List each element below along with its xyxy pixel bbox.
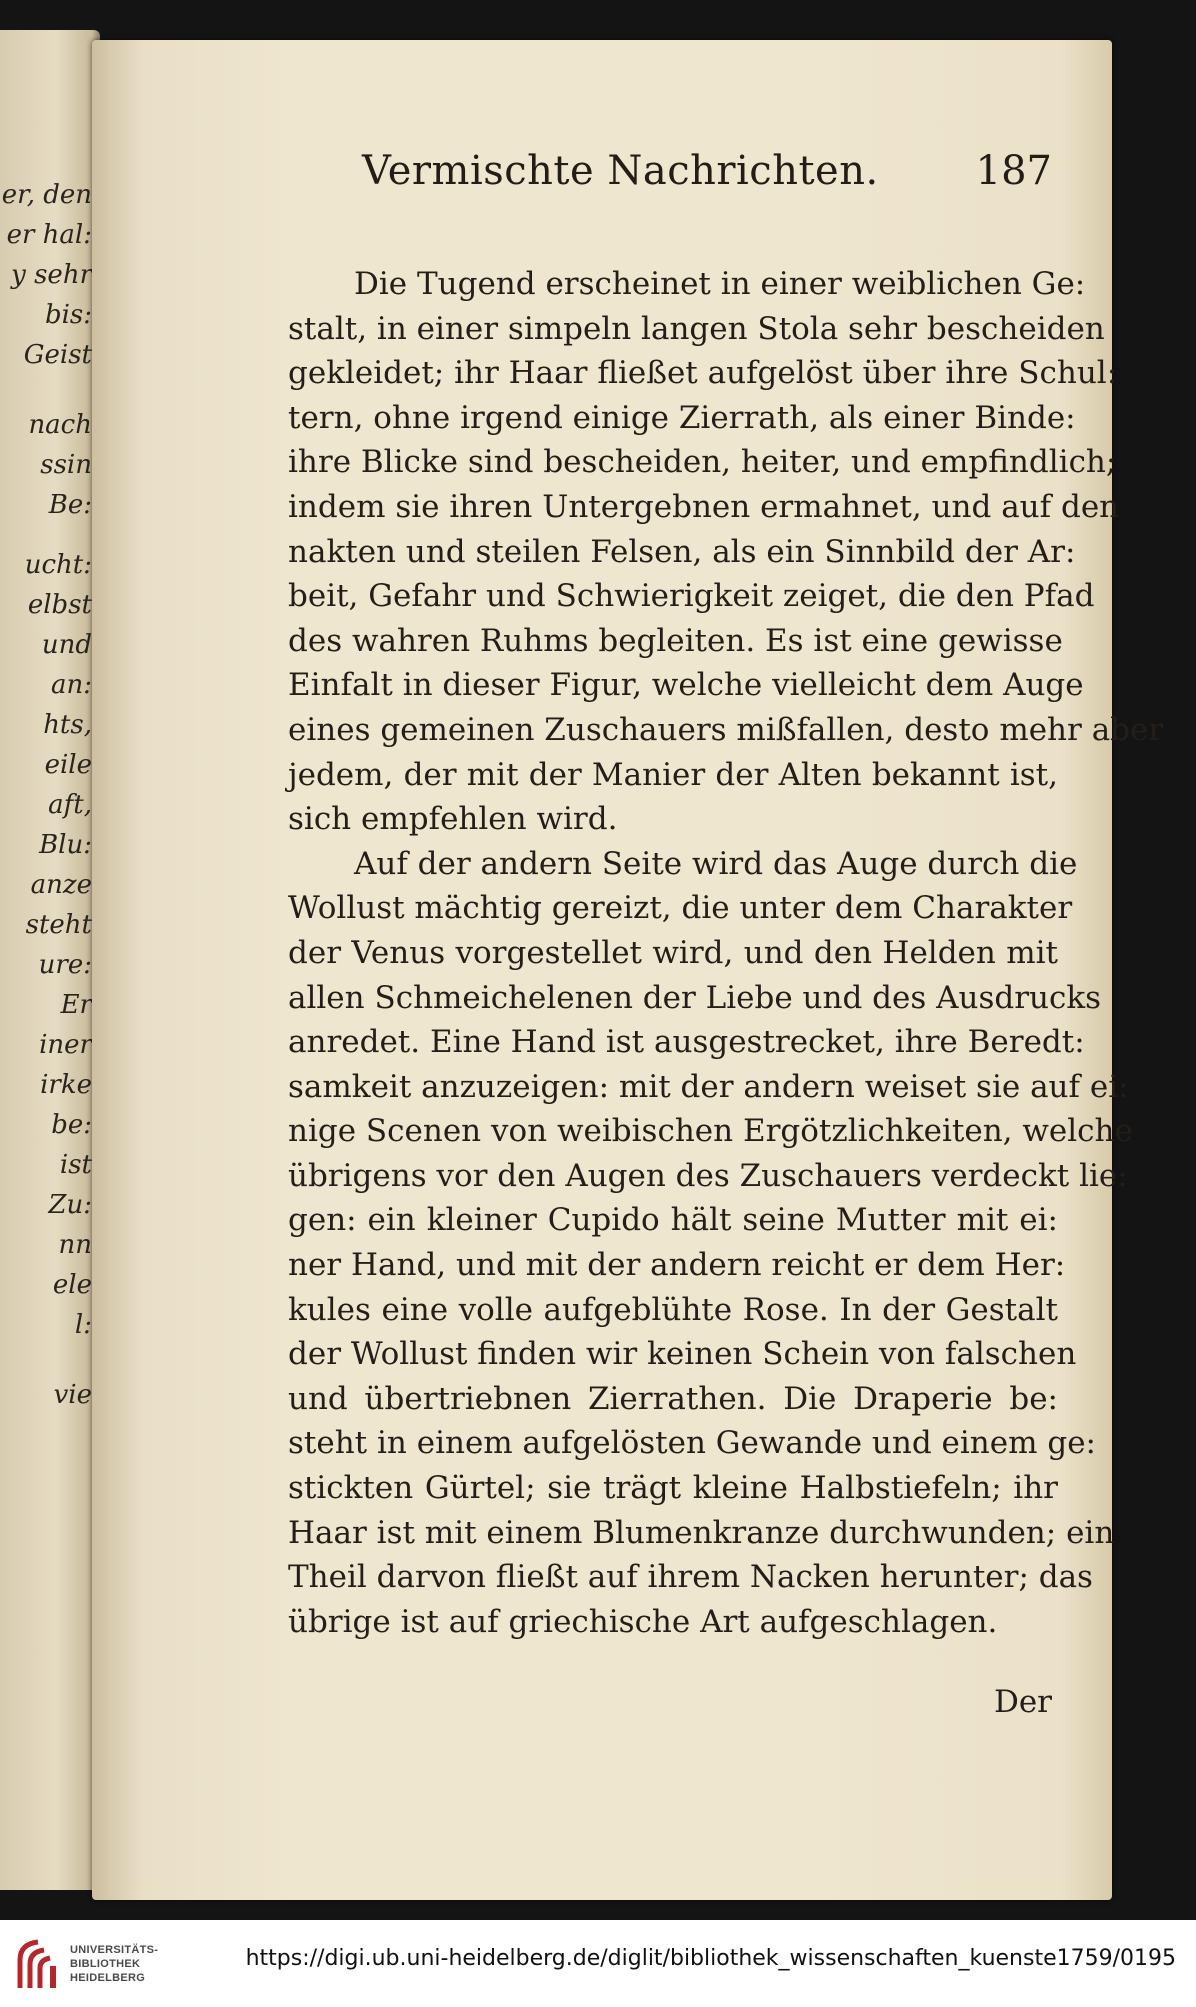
text-line: jedem, der mit der Manier der Alten bekannt ist, bbox=[288, 756, 1058, 793]
text-line: tern, ohne irgend einige Zierrath, als einer Binde: bbox=[288, 399, 1076, 436]
left-page-fragment: an: bbox=[50, 670, 92, 700]
left-page-fragment: y sehr bbox=[11, 260, 92, 290]
page-number: 187 bbox=[975, 148, 1052, 194]
body-text bbox=[288, 262, 1164, 1644]
text-line: der Wollust finden wir keinen Schein von falschen bbox=[288, 1336, 1077, 1373]
left-page-fragment: Zu: bbox=[48, 1190, 92, 1220]
text-line: anredet. Eine Hand ist ausgestrecket, ihre Beredt: bbox=[288, 1024, 1085, 1061]
text-line: übrigens vor den Augen des Zuschauers verdeckt lie: bbox=[288, 1157, 1128, 1194]
left-page-fragment: Er bbox=[60, 990, 92, 1020]
text-line: Haar ist mit einem Blumenkranze durchwunden; ein bbox=[288, 1514, 1115, 1551]
logo-line: BIBLIOTHEK bbox=[70, 1958, 141, 1970]
text-line: und übertriebnen Zierrathen. Die Draperie be: bbox=[288, 1380, 1058, 1417]
left-page-fragment: ucht: bbox=[24, 550, 92, 580]
text-line: übrige ist auf griechische Art aufgeschlagen. bbox=[288, 1603, 998, 1640]
left-page-fragment: ele bbox=[52, 1270, 92, 1300]
left-page-fragment: irke bbox=[40, 1070, 92, 1100]
left-page-edge bbox=[0, 30, 100, 1890]
text-line: ihre Blicke sind bescheiden, heiter, und empfindlich; bbox=[288, 444, 1117, 481]
text-line: stickten Gürtel; sie trägt kleine Halbstiefeln; ihr bbox=[288, 1470, 1058, 1507]
left-page-fragment: iner bbox=[39, 1030, 92, 1060]
library-logo-text bbox=[70, 1943, 158, 1985]
left-page-fragment: vie bbox=[53, 1380, 92, 1410]
text-line: nige Scenen von weibischen Ergötzlichkeiten, welche bbox=[288, 1113, 1133, 1150]
permalink-url[interactable]: https://digi.ub.uni-heidelberg.de/diglit/bibliothek_wissenschaften_kuenste1759/0195 bbox=[245, 1946, 1176, 1971]
text-line: Wollust mächtig gereizt, die unter dem Charakter bbox=[288, 890, 1073, 927]
left-page-fragment: bis: bbox=[44, 300, 92, 330]
text-line: Die Tugend erscheinet in einer weiblichen Ge: bbox=[354, 266, 1086, 302]
left-page-fragment: nach bbox=[28, 410, 92, 440]
left-page-fragment: be: bbox=[51, 1110, 92, 1140]
text-line: gen: ein kleiner Cupido hält seine Mutter mit ei: bbox=[288, 1202, 1058, 1239]
left-page-fragment: steht bbox=[25, 910, 92, 940]
text-line: kules eine volle aufgeblühte Rose. In der Gestalt bbox=[288, 1291, 1058, 1328]
text-line: eines gemeinen Zuschauers mißfallen, desto mehr aber bbox=[288, 711, 1164, 748]
text-line: allen Schmeichelenen der Liebe und des Ausdrucks bbox=[288, 979, 1102, 1016]
text-line: steht in einem aufgelösten Gewande und einem ge: bbox=[288, 1425, 1096, 1462]
library-logo-icon bbox=[16, 1936, 62, 1992]
left-page-fragment: ure: bbox=[38, 950, 92, 980]
library-logo[interactable] bbox=[16, 1932, 196, 1996]
logo-line: UNIVERSITÄTS- bbox=[70, 1944, 159, 1956]
left-page-fragment: und bbox=[41, 630, 92, 660]
viewer-footer bbox=[0, 1920, 1196, 2007]
text-line: beit, Gefahr und Schwierigkeit zeiget, die den Pfad bbox=[288, 578, 1095, 615]
text-line: gekleidet; ihr Haar fließet aufgelöst über ihre Schul: bbox=[288, 355, 1118, 392]
left-page-fragment: Geist bbox=[23, 340, 92, 370]
text-line: der Venus vorgestellet wird, und den Helden mit bbox=[288, 934, 1058, 971]
left-page-fragment: elbst bbox=[27, 590, 92, 620]
page-header bbox=[362, 148, 1052, 208]
left-page-fragment: hts, bbox=[43, 710, 92, 740]
text-line: Auf der andern Seite wird das Auge durch die bbox=[354, 845, 1078, 882]
catchword: Der bbox=[993, 1684, 1052, 1720]
text-line: Einfalt in dieser Figur, welche vielleicht dem Auge bbox=[288, 667, 1084, 704]
left-page-fragment: aft, bbox=[48, 790, 92, 820]
left-page-fragment: ssin bbox=[40, 450, 92, 480]
left-page-fragment: Be: bbox=[48, 490, 92, 520]
right-page bbox=[92, 40, 1164, 1900]
text-line: Theil darvon fließt auf ihrem Nacken herunter; das bbox=[288, 1559, 1093, 1596]
left-page-fragment: er, den bbox=[1, 180, 92, 210]
text-line: sich empfehlen wird. bbox=[288, 801, 618, 838]
text-line: nakten und steilen Felsen, als ein Sinnbild der Ar: bbox=[288, 533, 1076, 570]
text-line: samkeit anzuzeigen: mit der andern weiset sie auf ei: bbox=[288, 1068, 1129, 1105]
text-line: stalt, in einer simpeln langen Stola sehr bescheiden bbox=[288, 310, 1105, 347]
text-line: ner Hand, und mit der andern reicht er dem Her: bbox=[288, 1247, 1066, 1284]
text-line: des wahren Ruhms begleiten. Es ist eine gewisse bbox=[288, 622, 1063, 659]
left-page-fragment: er hal: bbox=[6, 220, 92, 250]
left-page-fragment: l: bbox=[74, 1310, 92, 1340]
running-title: Vermischte Nachrichten. bbox=[362, 148, 879, 194]
text-line: indem sie ihren Untergebnen ermahnet, und auf den bbox=[288, 488, 1120, 525]
left-page-fragment: Blu: bbox=[39, 830, 92, 860]
left-page-fragment: anze bbox=[30, 870, 92, 900]
logo-line: HEIDELBERG bbox=[70, 1972, 146, 1984]
left-page-fragment: ist bbox=[59, 1150, 92, 1180]
left-page-fragment: eile bbox=[44, 750, 92, 780]
left-page-fragment: nn bbox=[58, 1230, 92, 1260]
